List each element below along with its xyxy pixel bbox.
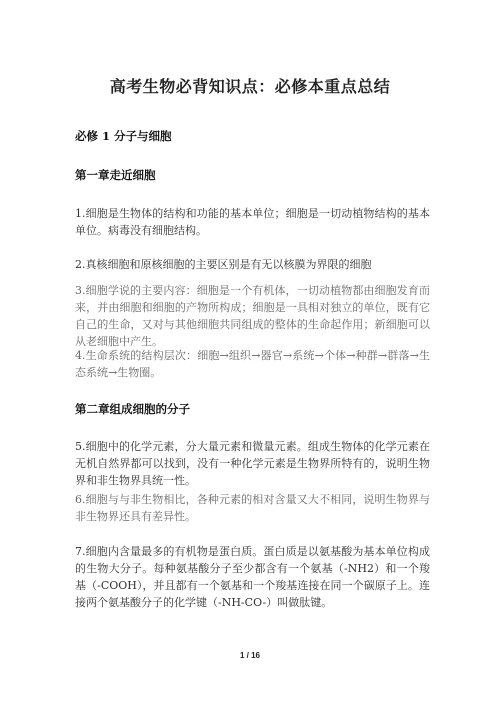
page-number: 1 / 16 [239,651,260,660]
paragraph-5: 5.细胞中的化学元素，分大量元素和微量元素。组成生物体的化学元素在无机自然界都可以找到，没有一种化学元素是生物界所特有的，说明生物界和非生物界具统一性。 [75,440,430,487]
module-heading: 必修 1 分子与细胞 [75,129,172,143]
paragraph-2: 2.真核细胞和原核细胞的主要区别是有无以核膜为界限的细胞 [75,258,372,271]
chapter2-heading: 第二章组成细胞的分子 [75,402,190,416]
chapter1-heading: 第一章走近细胞 [75,168,156,182]
paragraph-7: 7.细胞内含量最多的有机物是蛋白质。蛋白质是以氨基酸为基本单位构成的生物大分子。每种氨基酸分子至少都含有一个氨基（-NH2）和一个羧基（-COOH），并且都有一个氨基和一个羧基连接在同一个碳原子上。连接两个氨基酸分子的化学键（-NH-CO-）叫做肽键。 [75,545,430,609]
paragraph-6: 6.细胞与与非生物相比，各种元素的相对含量又大不相同，说明生物界与非生物界还具有差异性。 [75,493,430,523]
paragraph-3: 3.细胞学说的主要内容：细胞是一个有机体，一切动植物都由细胞发育而来，并由细胞和细胞的产物所构成；细胞是一具相对独立的单位，既有它自己的生命，又对与其他细胞共同组成的整体的生命起作用；新细胞可以从老细胞中产生。 [75,284,430,348]
page-title: 高考生物必背知识点：必修本重点总结 [109,77,391,96]
paragraph-4: 4.生命系统的结构层次：细胞→组织→器官→系统→个体→种群→群落→生态系统→生物圈。 [75,349,430,379]
paragraph-1: 1.细胞是生物体的结构和功能的基本单位；细胞是一切动植物结构的基本单位。病毒没有细胞结构。 [75,207,430,237]
